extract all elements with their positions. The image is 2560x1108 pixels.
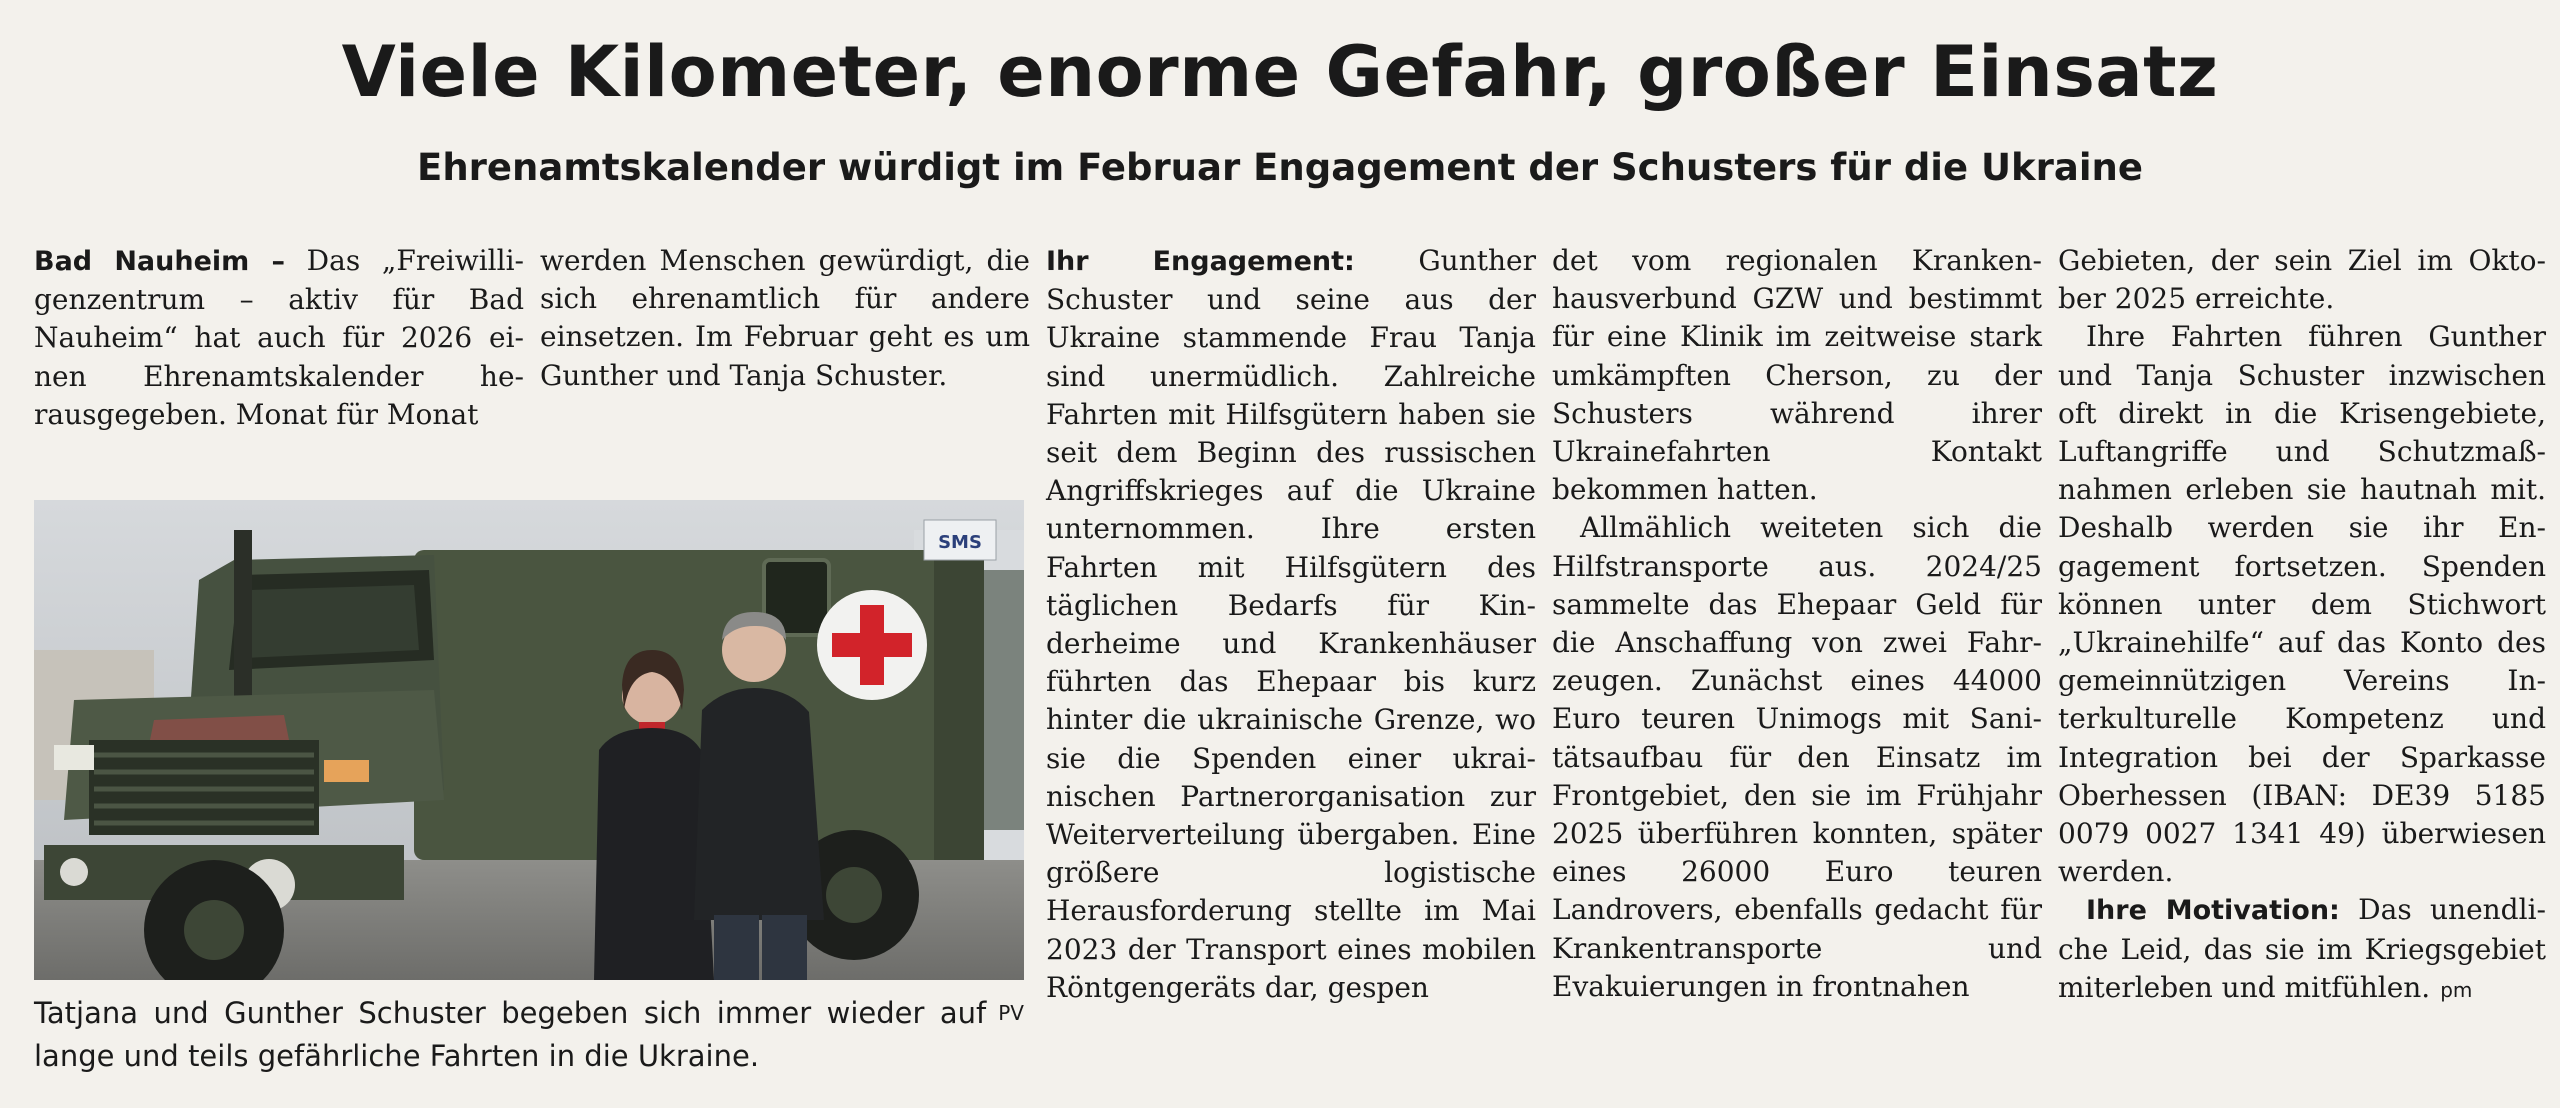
sms-sign-text: SMS: [938, 532, 982, 553]
engagement-text-col5a: Gebieten, der sein Ziel im Oktober 2025 erreichte.: [2058, 244, 2546, 316]
engagement-text-col5b: Ihre Fahrten führen Gunther und Tanja Schuster inzwischen oft direkt in die Krisengebiete, Luftangriffe und Schutzmaßnahmen erleben sie hautnah mit. Deshalb werden sie ihr Engagement fortsetzen. Spenden können unter dem Stichwort „Ukrainehilfe“ auf das Konto des gemeinnützigen Vereins Interkulturelle Kompetenz und Integration bei der Sparkasse Oberhessen (IBAN: DE39 5185 0079 0027 1341 49) überwiesen werden.: [2058, 320, 2546, 889]
photo-credit: PV: [998, 1001, 1024, 1025]
article-column-1: [34, 242, 524, 434]
dateline: Bad Nauheim –: [34, 246, 285, 277]
headline: Viele Kilometer, enorme Gefahr, großer Einsatz: [341, 31, 2219, 113]
photo-caption-text: Tatjana und Gunther Schuster begeben sich immer wieder auf lange und teils gefährliche Fahrten in die Ukraine.: [34, 996, 987, 1073]
article-column-2: [540, 242, 1030, 395]
motivation-lead: Ihre Motivation:: [2086, 895, 2340, 927]
intro-text-col1: Das „Freiwilligenzentrum – aktiv für Bad Nauheim“ hat auch für 2026 einen Ehrenamtskalender herausgegeben. Monat für Monat: [34, 244, 524, 431]
engagement-lead: Ihr Engagement:: [1046, 246, 1355, 277]
article-column-3: [1046, 242, 1536, 1007]
photo-truck-couple: [34, 500, 1024, 980]
article-column-4: [1552, 242, 2042, 1006]
engagement-text-col4b: Allmählich weiteten sich die Hilfstransporte aus. 2024/25 sammelte das Ehepaar Geld für die Anschaffung von zwei Fahrzeugen. Zunächst eines 44000 Euro teuren Unimogs mit Sanitätsaufbau für den Einsatz im Frontgebiet, den sie im Frühjahr 2025 überführen konnten, später eines 26000 Euro teuren Landrovers, ebenfalls gedacht für Krankentransporte und Evakuierungen in frontnahen: [1552, 511, 2042, 1003]
article-photo: [34, 500, 1024, 980]
article-column-5: [2058, 242, 2546, 1009]
photo-caption: [34, 992, 1024, 1078]
engagement-text-col3: Gunther Schuster und seine aus der Ukraine stammende Frau Tanja sind unermüdlich. Zahlreiche Fahrten mit Hilfsgütern haben sie seit dem Beginn des russischen Angriffskrieges auf die Ukraine unternommen. Ihre ersten Fahrten mit Hilfsgütern des täglichen Bedarfs für Kinderheime und Krankenhäuser führten das Ehepaar bis kurz hinter die ukrainische Grenze, wo sie die Spenden einer ukrainischen Partnerorganisation zur Weiterverteilung übergaben. Eine größere logistische Herausforderung stellte im Mai 2023 der Transport eines mobilen Röntgengeräts dar, gespen: [1046, 244, 1536, 1004]
engagement-text-col4a: det vom regionalen Krankenhausverbund GZW und bestimmt für eine Klinik im zeitweise stark umkämpften Cherson, zu der Schusters während ihrer Ukrainefahrten Kontakt bekommen hatten.: [1552, 244, 2042, 507]
motivation-text: Das unendliche Leid, das sie im Kriegsgebiet miterleben und mitfühlen.: [2058, 893, 2546, 1004]
intro-text-col2: werden Menschen gewürdigt, die sich ehrenamtlich für andere einsetzen. Im Februar geht es um Gunther und Tanja Schuster.: [540, 244, 1030, 392]
subheadline: Ehrenamtskalender würdigt im Februar Engagement der Schusters für die Ukraine: [417, 146, 2143, 189]
motivation-credit: pm: [2440, 977, 2473, 1002]
